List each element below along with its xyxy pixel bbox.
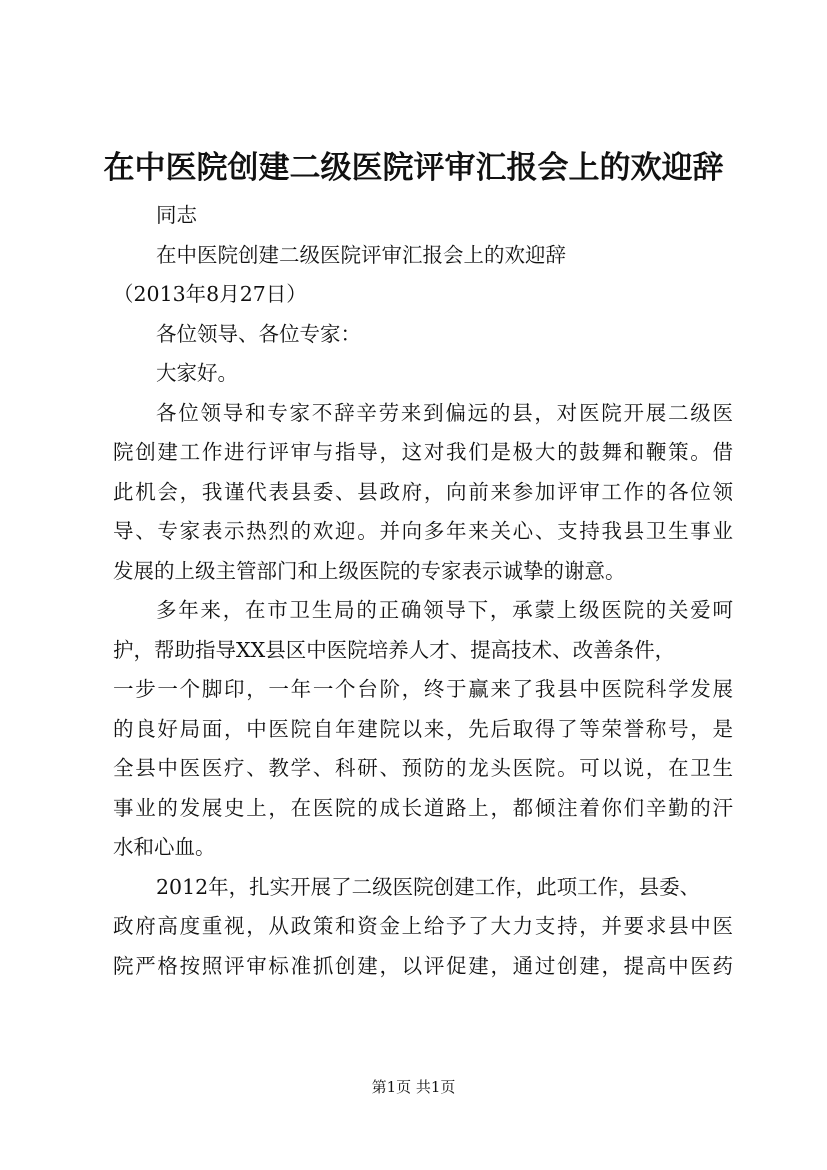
paragraph-line: 护，帮助指导XX县区中医院培养人才、提高技术、改善条件， xyxy=(113,637,676,662)
paragraph-line: 水和心血。 xyxy=(113,835,216,859)
salutation-line: 同志 xyxy=(156,203,197,227)
page-footer: 第1页 共1页 xyxy=(371,1078,456,1096)
greeting-line: 各位领导、各位专家： xyxy=(156,321,361,346)
paragraph-line: 政府高度重视，从政策和资金上给予了大力支持，并要求县中医 xyxy=(113,914,733,938)
subtitle-line: 在中医院创建二级医院评审汇报会上的欢迎辞 xyxy=(156,242,566,267)
paragraph-line: 院创建工作进行评审与指导，这对我们是极大的鼓舞和鞭策。借 xyxy=(113,440,733,464)
paragraph-line: 多年来，在市卫生局的正确领导下，承蒙上级医院的关爱呵 xyxy=(156,598,733,622)
document-title: 在中医院创建二级医院评审汇报会上的欢迎辞 xyxy=(103,150,724,186)
paragraph-line: 院严格按照评审标准抓创建，以评促建，通过创建，提高中医药 xyxy=(113,953,733,978)
paragraph-line: 发展的上级主管部门和上级医院的专家表示诚挚的谢意。 xyxy=(113,558,626,583)
paragraph-line: 全县中医医疗、教学、科研、预防的龙头医院。可以说，在卫生 xyxy=(113,756,733,780)
paragraph-line: 导、专家表示热烈的欢迎。并向多年来关心、支持我县卫生事业 xyxy=(113,519,733,543)
document-body xyxy=(113,196,733,986)
greeting-line: 大家好。 xyxy=(156,361,238,385)
date-line: （2013年8月27日） xyxy=(113,282,307,306)
paragraph-line: 此机会，我谨代表县委、县政府，向前来参加评审工作的各位领 xyxy=(113,479,733,504)
paragraph-line: 2012年，扎实开展了二级医院创建工作，此项工作，县委、 xyxy=(156,874,701,899)
paragraph-line: 事业的发展史上，在医院的成长道路上，都倾注着你们辛勤的汗 xyxy=(113,795,733,820)
paragraph-line: 各位领导和专家不辞辛劳来到偏远的县，对医院开展二级医 xyxy=(156,400,733,425)
paragraph-line: 的良好局面，中医院自年建院以来，先后取得了等荣誉称号，是 xyxy=(113,716,733,741)
paragraph-line: 一步一个脚印，一年一个台阶，终于赢来了我县中医院科学发展 xyxy=(113,677,733,701)
